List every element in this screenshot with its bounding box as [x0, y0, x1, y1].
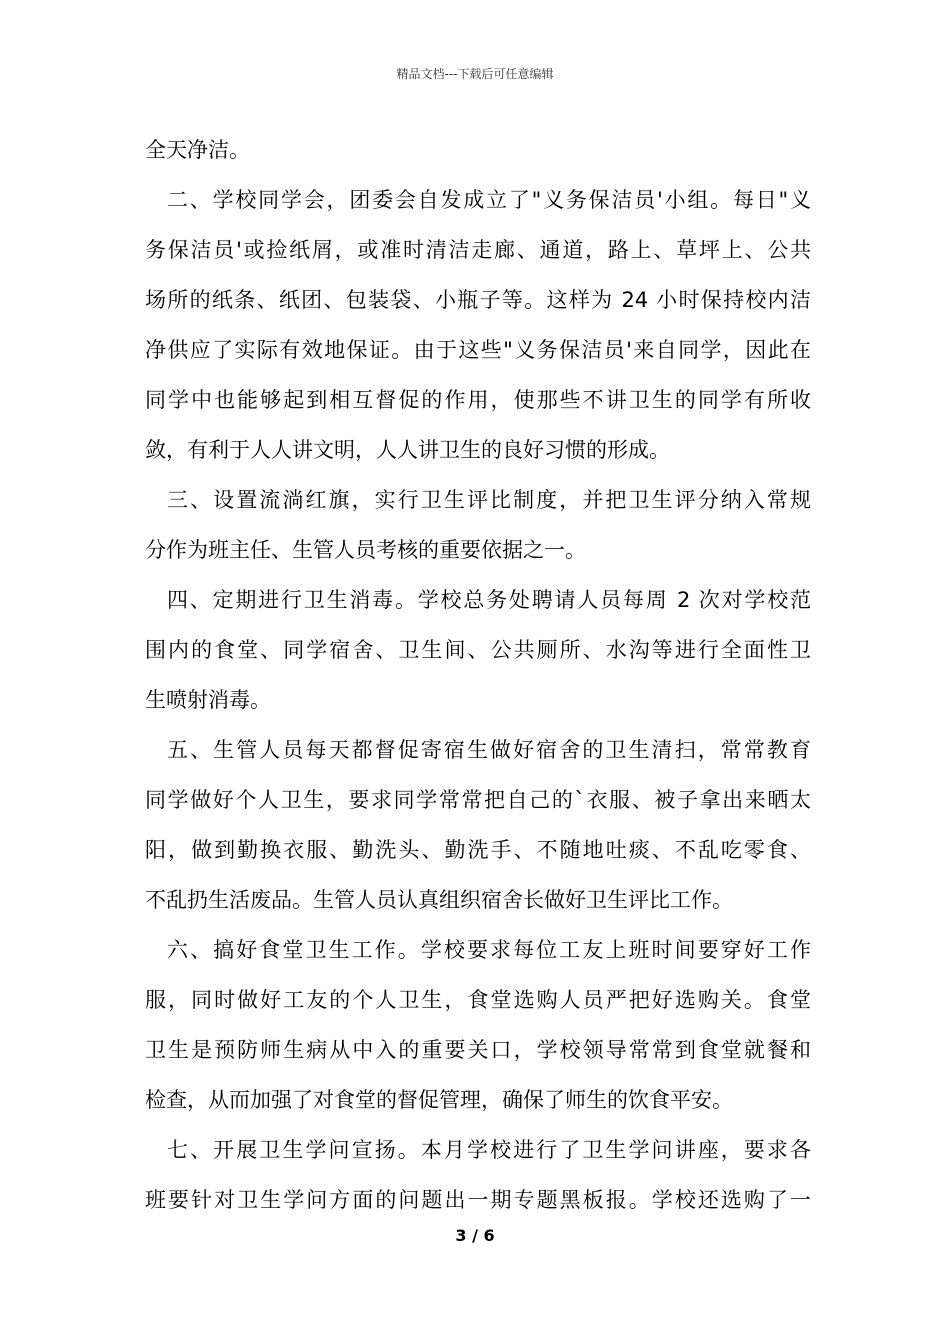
paragraph-line: 三、设置流淌红旗，实行卫生评比制度，并把卫生评分纳入常规 — [167, 488, 811, 512]
document-body — [145, 125, 811, 1225]
paragraph-line: 卫生是预防师生病从中入的重要关口，学校领导常常到食堂就餐和 — [145, 1038, 811, 1062]
paragraph-line: 同学中也能够起到相互督促的作用，使那些不讲卫生的同学有所收 — [145, 388, 811, 412]
paragraph-line: 全天净洁。 — [145, 138, 250, 162]
paragraph-line: 同学做好个人卫生，要求同学常常把自己的`衣服、被子拿出来晒太 — [145, 788, 811, 812]
paragraph-line: 检查，从而加强了对食堂的督促管理，确保了师生的饮食平安。 — [145, 1088, 733, 1112]
paragraph-line: 服，同时做好工友的个人卫生，食堂选购人员严把好选购关。食堂 — [145, 988, 811, 1012]
page-number: 3 / 6 — [455, 1226, 495, 1245]
paragraph-line: 场所的纸条、纸团、包装袋、小瓶子等。这样为 24 小时保持校内洁 — [145, 288, 811, 312]
paragraph-line: 围内的食堂、同学宿舍、卫生间、公共厕所、水沟等进行全面性卫 — [145, 638, 811, 662]
paragraph-line: 七、开展卫生学问宣扬。本月学校进行了卫生学问讲座，要求各 — [167, 1138, 811, 1162]
paragraph-line: 六、搞好食堂卫生工作。学校要求每位工友上班时间要穿好工作 — [167, 938, 811, 962]
paragraph-line: 五、生管人员每天都督促寄宿生做好宿舍的卫生清扫，常常教育 — [167, 738, 811, 762]
paragraph-line: 四、定期进行卫生消毒。学校总务处聘请人员每周 2 次对学校范 — [167, 588, 811, 612]
paragraph-line: 不乱扔生活废品。生管人员认真组织宿舍长做好卫生评比工作。 — [145, 888, 733, 912]
paragraph-line: 净供应了实际有效地保证。由于这些"义务保洁员'来自同学，因此在 — [145, 338, 811, 362]
paragraph-line: 敛，有利于人人讲文明，人人讲卫生的良好习惯的形成。 — [145, 438, 670, 462]
paragraph-line: 阳，做到勤换衣服、勤洗头、勤洗手、不随地吐痰、不乱吃零食、 — [145, 838, 811, 862]
page-header: 精品文档---下载后可任意编辑 — [396, 67, 554, 81]
paragraph-line: 务保洁员'或捡纸屑，或准时清洁走廊、通道，路上、草坪上、公共 — [145, 238, 811, 262]
paragraph-line: 分作为班主任、生管人员考核的重要依据之一。 — [145, 538, 586, 562]
paragraph-line: 班要针对卫生学问方面的问题出一期专题黑板报。学校还选购了一 — [145, 1188, 811, 1212]
paragraph-line: 二、学校同学会，团委会自发成立了"义务保洁员'小组。每日"义 — [167, 188, 811, 212]
paragraph-line: 生喷射消毒。 — [145, 688, 271, 712]
